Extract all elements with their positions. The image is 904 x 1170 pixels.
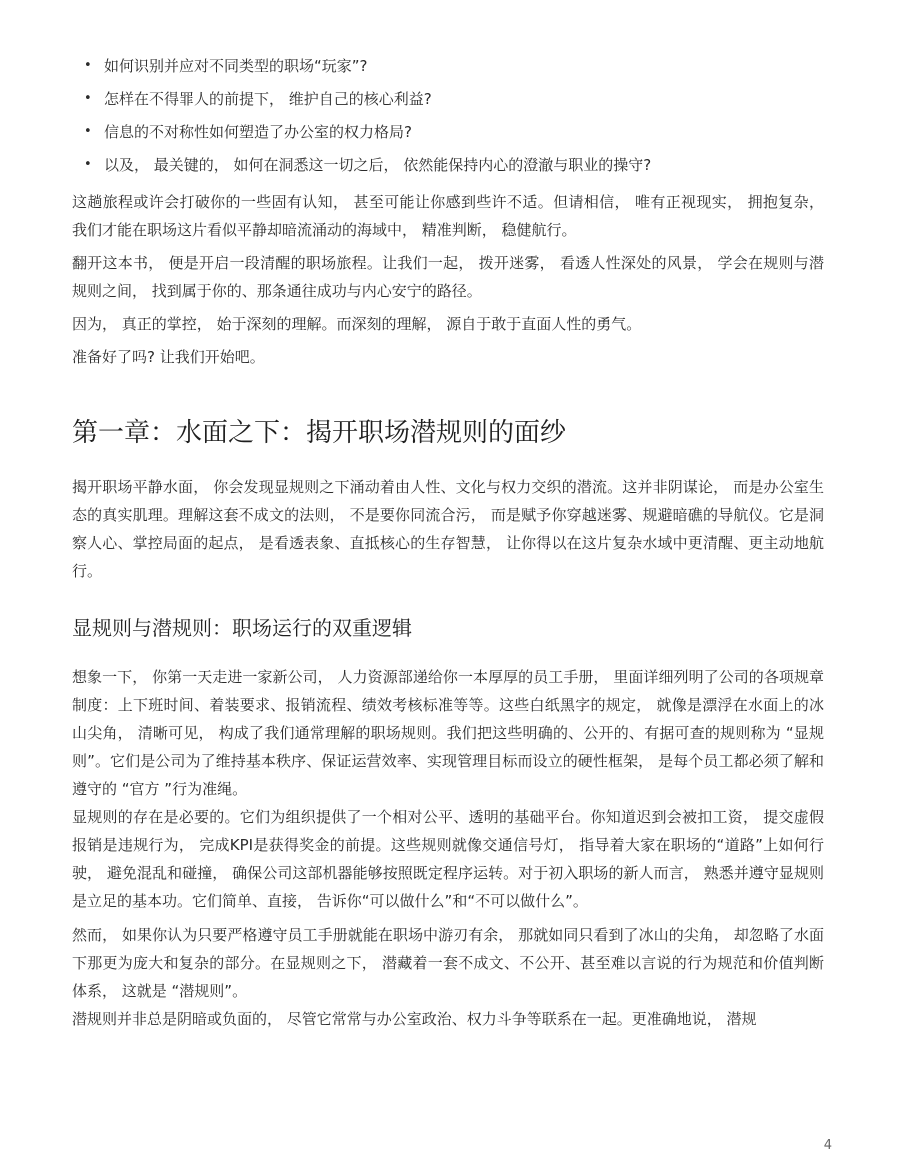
bullet-item: • 信息的不对称性如何塑造了办公室的权力格局?: [72, 122, 824, 142]
chapter-intro-paragraph: 揭开职场平静水面， 你会发现显规则之下涌动着由人性、文化与权力交织的潜流。这并非阴谋论， 而是办公室生态的真实肌理。理解这套不成文的法则， 不是要你同流合污， 而是赋予你穿越迷雾、规避暗礁的导航仪。它是洞察人心、掌控局面的起点， 是看透表象、直抵核心的生存智慧， 让你得以在这片复杂水域中更清醒、更主动地航行。: [72, 478, 824, 580]
question-bullet-list: [72, 56, 824, 175]
document-page: [72, 56, 824, 1033]
page-number: 4: [823, 1138, 832, 1153]
section-body: [72, 663, 824, 1033]
section-title: 显规则与潜规则：职场运行的双重逻辑: [72, 616, 412, 640]
chapter-title: 第一章：水面之下：揭开职场潜规则的面纱: [72, 418, 567, 448]
paragraph: 因为， 真正的掌控， 始于深刻的理解。而深刻的理解， 源自于敢于直面人性的勇气。: [72, 315, 642, 333]
bullet-item: • 怎样在不得罪人的前提下， 维护自己的核心利益?: [72, 89, 824, 109]
paragraph: 想象一下， 你第一天走进一家新公司， 人力资源部递给你一本厚厚的员工手册， 里面详细列明了公司的各项规章制度：上下班时间、着装要求、报销流程、绩效考核标准等等。这些白纸黑字的规定， 就像是漂浮在水面上的冰山尖角， 清晰可见， 构成了我们通常理解的职场规则。我们把这些明确的、公开的、有据可查的规则称为 “显规则”。它们是公司为了维持基本秩序、保证运营效率、实现管理目标而设立的硬性框架， 是每个员工都必须了解和遵守的 “官方 ”行为准绳。: [72, 668, 824, 798]
paragraph: 准备好了吗? 让我们开始吧。: [72, 348, 265, 366]
paragraph: 这趟旅程或许会打破你的一些固有认知， 甚至可能让你感到些许不适。但请相信， 唯有正视现实， 拥抱复杂， 我们才能在职场这片看似平静却暗流涌动的海域中， 精准判断， 稳健航行。: [72, 193, 824, 239]
paragraph: 翻开这本书， 便是开启一段清醒的职场旅程。让我们一起， 拨开迷雾， 看透人性深处的风景， 学会在规则与潜规则之间， 找到属于你的、那条通往成功与内心安宁的路径。: [72, 254, 824, 300]
paragraph: 然而， 如果你认为只要严格遵守员工手册就能在职场中游刃有余， 那就如同只看到了冰山的尖角， 却忽略了水面下那更为庞大和复杂的部分。在显规则之下， 潜藏着一套不成文、不公开、甚至难以言说的行为规范和价值判断体系， 这就是 “潜规则”。: [72, 926, 824, 1000]
preface-closing: [72, 188, 824, 371]
bullet-item: • 如何识别并应对不同类型的职场“玩家”?: [72, 56, 824, 76]
bullet-item: • 以及， 最关键的， 如何在洞悉这一切之后， 依然能保持内心的澄澈与职业的操守?: [72, 155, 824, 175]
paragraph: 潜规则并非总是阴暗或负面的， 尽管它常常与办公室政治、权力斗争等联系在一起。更准确地说， 潜规: [72, 1010, 757, 1028]
paragraph: 显规则的存在是必要的。它们为组织提供了一个相对公平、透明的基础平台。你知道迟到会被扣工资， 提交虚假报销是违规行为， 完成KPI是获得奖金的前提。这些规则就像交通信号灯， 指导着大家在职场的“道路”上如何行驶， 避免混乱和碰撞， 确保公司这部机器能够按照既定程序运转。对于初入职场的新人而言， 熟悉并遵守显规则是立足的基本功。它们简单、直接， 告诉你“可以做什么”和“不可以做什么”。: [72, 808, 824, 910]
